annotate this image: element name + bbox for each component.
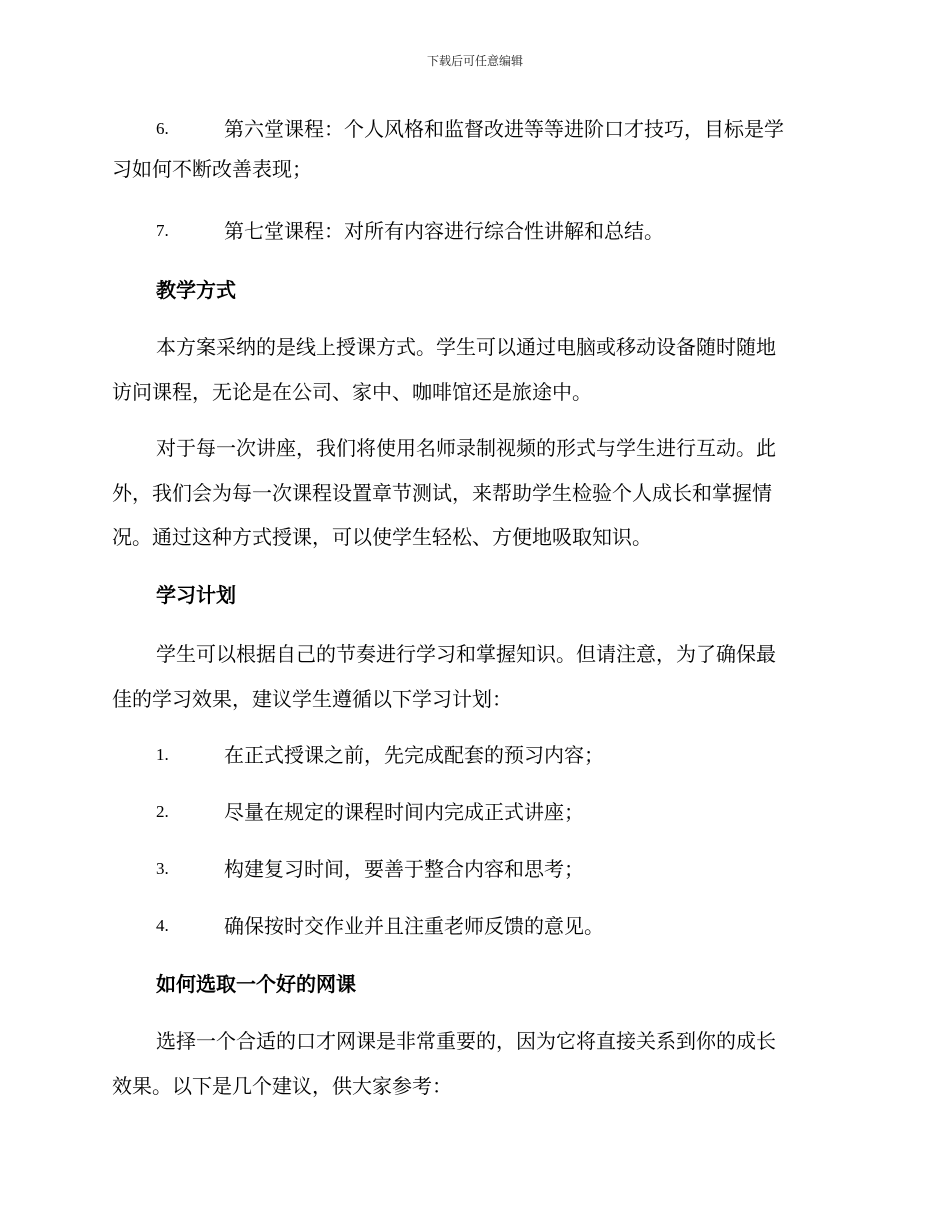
list-text: 第六堂课程：个人风格和监督改进等等进阶口才技巧，目标是学	[224, 117, 784, 141]
list-number: 2.	[156, 802, 169, 821]
list-text: 第七堂课程：对所有内容进行综合性讲解和总结。	[224, 219, 664, 243]
list-item	[112, 109, 832, 189]
paragraph	[112, 325, 834, 414]
page-header: 下载后可任意编辑	[426, 54, 523, 68]
paragraph	[112, 1019, 834, 1108]
paragraph-line: 选择一个合适的口才网课是非常重要的，因为它将直接关系到你的成长	[156, 1029, 776, 1053]
list-number: 3.	[156, 859, 169, 878]
paragraph-line: 外，我们会为每一次课程设置章节测试，来帮助学生检验个人成长和掌握情	[112, 480, 772, 505]
list-number: 4.	[156, 916, 169, 935]
paragraph	[112, 632, 834, 721]
section-heading: 如何选取一个好的网课	[156, 972, 356, 996]
paragraph-line: 效果。以下是几个建议，供大家参考：	[112, 1073, 452, 1098]
list-item	[112, 849, 832, 889]
paragraph-line: 学生可以根据自己的节奏进行学习和掌握知识。但请注意，为了确保最	[156, 642, 776, 666]
list-text: 在正式授课之前，先完成配套的预习内容；	[224, 743, 604, 767]
list-number: 7.	[156, 221, 169, 240]
list-item	[112, 735, 832, 775]
section-heading: 学习计划	[156, 583, 236, 607]
list-text-continued: 习如何不断改善表现；	[112, 157, 312, 181]
paragraph-line: 对于每一次讲座，我们将使用名师录制视频的形式与学生进行互动。此	[156, 436, 776, 460]
paragraph-line: 况。通过这种方式授课，可以使学生轻松、方便地吸取知识。	[112, 525, 652, 549]
paragraph-line: 本方案采纳的是线上授课方式。学生可以通过电脑或移动设备随时随地	[156, 335, 776, 359]
list-text: 尽量在规定的课程时间内完成正式讲座；	[224, 800, 584, 824]
list-number: 6.	[156, 119, 169, 138]
section-heading: 教学方式	[156, 278, 236, 302]
list-item	[112, 906, 832, 946]
list-item	[112, 211, 832, 251]
list-number: 1.	[156, 745, 169, 764]
paragraph	[112, 426, 834, 560]
list-text: 构建复习时间，要善于整合内容和思考；	[224, 857, 584, 881]
list-text: 确保按时交作业并且注重老师反馈的意见。	[224, 914, 604, 938]
paragraph-line: 访问课程，无论是在公司、家中、咖啡馆还是旅途中。	[112, 379, 592, 404]
list-item	[112, 792, 832, 832]
paragraph-line: 佳的学习效果，建议学生遵循以下学习计划：	[112, 686, 512, 711]
